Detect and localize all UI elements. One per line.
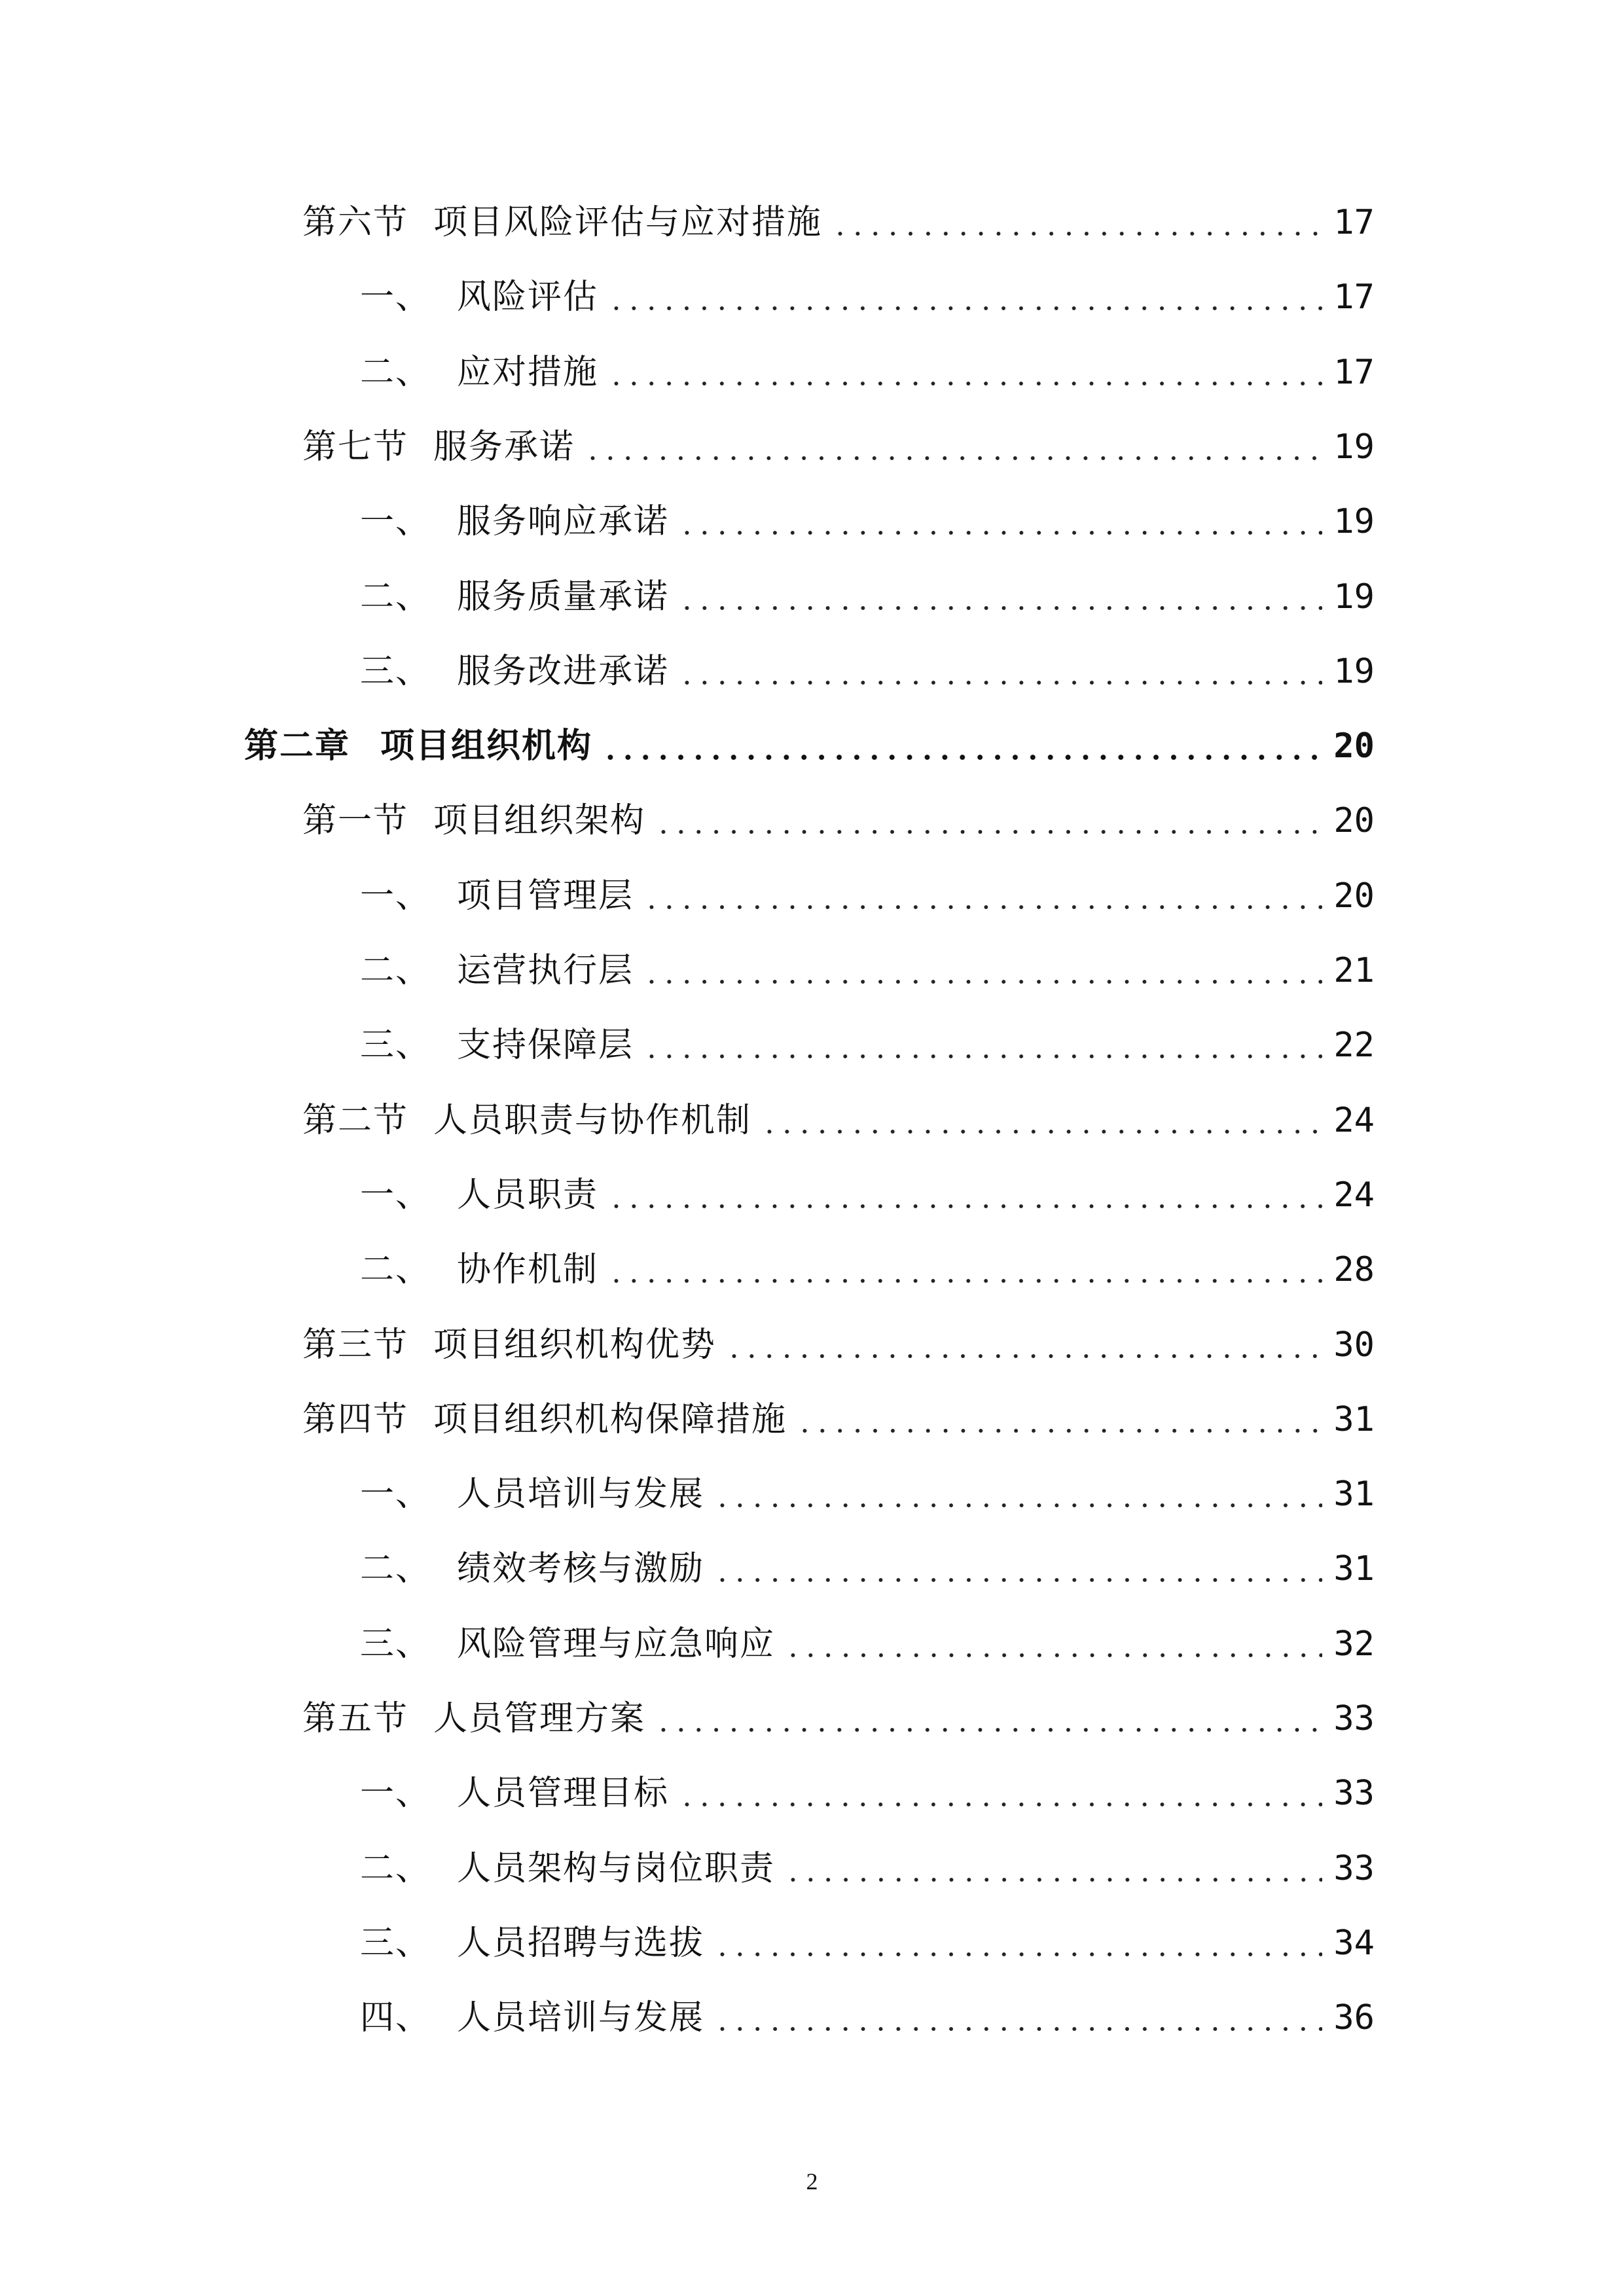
toc-entry-title: 人员管理目标 xyxy=(457,1774,670,1813)
toc-entry-label xyxy=(302,421,575,473)
dot-leader xyxy=(607,382,1322,386)
toc-entry-marker: 二、 xyxy=(360,1849,431,1888)
toc-entry[interactable] xyxy=(302,1094,1375,1147)
toc-entry[interactable] xyxy=(360,1842,1375,1895)
toc-entry-page-number: 17 xyxy=(1333,278,1375,317)
dot-leader xyxy=(678,606,1322,610)
dot-leader xyxy=(761,1130,1322,1134)
toc-entry[interactable] xyxy=(302,1693,1375,1745)
toc-entry-title: 绩效考核与激励 xyxy=(457,1549,705,1588)
toc-entry-marker: 一、 xyxy=(360,876,431,916)
toc-entry-page-number: 31 xyxy=(1333,1549,1375,1588)
toc-entry[interactable] xyxy=(360,1992,1375,2044)
toc-entry-marker: 三、 xyxy=(360,1624,431,1664)
toc-entry[interactable] xyxy=(360,944,1375,997)
toc-entry-page-number: 33 xyxy=(1333,1849,1375,1888)
toc-entry-marker: 二、 xyxy=(360,577,431,617)
dot-leader xyxy=(643,905,1322,909)
toc-entry-marker: 第一节 xyxy=(302,801,409,840)
toc-entry-title: 项目组织架构 xyxy=(433,801,646,840)
toc-entry-page-number: 19 xyxy=(1333,652,1375,691)
toc-entry-title: 风险管理与应急响应 xyxy=(457,1624,776,1664)
dot-leader xyxy=(643,980,1322,984)
toc-entry-label xyxy=(360,1169,598,1221)
toc-entry-page-number: 22 xyxy=(1333,1026,1375,1065)
toc-entry-page-number: 17 xyxy=(1333,203,1375,242)
toc-entry-title: 支持保障层 xyxy=(457,1026,634,1065)
toc-entry[interactable] xyxy=(360,870,1375,922)
dot-leader xyxy=(784,1878,1322,1882)
toc-entry[interactable] xyxy=(360,1169,1375,1221)
dot-leader xyxy=(607,1279,1322,1283)
toc-entry-label xyxy=(302,1693,645,1745)
toc-entry-title: 人员职责 xyxy=(457,1175,599,1215)
toc-entry-page-number: 19 xyxy=(1333,427,1375,467)
toc-entry-title: 服务承诺 xyxy=(433,427,575,467)
toc-entry[interactable] xyxy=(360,1917,1375,1969)
toc-entry[interactable] xyxy=(360,346,1375,399)
toc-entry-label xyxy=(360,1917,704,1969)
toc-entry-title: 项目组织机构 xyxy=(380,726,593,766)
toc-entry-label xyxy=(360,1767,669,1820)
toc-entry-page-number: 17 xyxy=(1333,353,1375,392)
dot-leader xyxy=(725,1354,1322,1358)
toc-entry[interactable] xyxy=(360,645,1375,698)
toc-entry-marker: 二、 xyxy=(360,1549,431,1588)
toc-entry[interactable] xyxy=(360,271,1375,323)
dot-leader xyxy=(655,1728,1322,1732)
toc-entry-label xyxy=(360,1842,775,1895)
toc-entry-page-number: 31 xyxy=(1333,1400,1375,1439)
toc-entry-title: 风险评估 xyxy=(457,278,599,317)
toc-entry-label xyxy=(302,795,645,847)
toc-entry-marker: 二、 xyxy=(360,951,431,990)
dot-leader xyxy=(678,681,1322,685)
toc-entry-marker: 第三节 xyxy=(302,1325,409,1365)
toc-entry-marker: 一、 xyxy=(360,278,431,317)
toc-entry-label xyxy=(360,645,669,698)
toc-entry-marker: 一、 xyxy=(360,1774,431,1813)
toc-entry[interactable] xyxy=(360,1019,1375,1071)
toc-entry-marker: 四、 xyxy=(360,1998,431,2037)
toc-entry-marker: 三、 xyxy=(360,1026,431,1065)
toc-entry-page-number: 36 xyxy=(1333,1998,1375,2037)
toc-entry-title: 人员管理方案 xyxy=(433,1699,646,1738)
toc-entry-page-number: 34 xyxy=(1333,1924,1375,1963)
toc-entry-page-number: 20 xyxy=(1333,876,1375,916)
toc-entry-marker: 一、 xyxy=(360,1475,431,1514)
dot-leader xyxy=(831,232,1322,236)
toc-entry-label xyxy=(360,271,598,323)
toc-entry-marker: 二、 xyxy=(360,353,431,392)
toc-entry[interactable] xyxy=(302,795,1375,847)
toc-entry-marker: 三、 xyxy=(360,652,431,691)
toc-chapter-entry[interactable] xyxy=(244,720,1375,772)
toc-entry-marker: 三、 xyxy=(360,1924,431,1963)
toc-entry-label xyxy=(360,870,634,922)
toc-entry[interactable] xyxy=(302,196,1375,249)
toc-entry-label xyxy=(302,1319,716,1371)
toc-entry-label xyxy=(360,1244,598,1296)
toc-entry-label xyxy=(360,1468,704,1520)
toc-entry-title: 应对措施 xyxy=(457,353,599,392)
toc-entry-title: 项目管理层 xyxy=(457,876,634,916)
dot-leader xyxy=(713,2027,1322,2031)
dot-leader xyxy=(713,1578,1322,1582)
dot-leader xyxy=(655,830,1322,834)
dot-leader xyxy=(713,1503,1322,1507)
dot-leader xyxy=(602,755,1322,760)
toc-entry-title: 项目风险评估与应对措施 xyxy=(433,203,823,242)
toc-entry-label xyxy=(302,1094,751,1147)
toc-entry-label xyxy=(360,1992,704,2044)
dot-leader xyxy=(643,1054,1322,1058)
toc-entry[interactable] xyxy=(360,1543,1375,1595)
toc-entry-label xyxy=(360,571,669,623)
toc-entry[interactable] xyxy=(360,495,1375,548)
toc-entry-page-number: 24 xyxy=(1333,1101,1375,1140)
toc-entry[interactable] xyxy=(302,1393,1375,1446)
toc-entry-page-number: 31 xyxy=(1333,1475,1375,1514)
toc-entry-page-number: 19 xyxy=(1333,577,1375,617)
toc-entry-title: 服务质量承诺 xyxy=(457,577,670,617)
toc-entry[interactable] xyxy=(302,1319,1375,1371)
toc-entry-marker: 第二章 xyxy=(244,726,351,766)
toc-entry-marker: 第二节 xyxy=(302,1101,409,1140)
toc-entry-title: 运营执行层 xyxy=(457,951,634,990)
toc-entry-title: 人员培训与发展 xyxy=(457,1998,705,2037)
toc-entry-title: 人员职责与协作机制 xyxy=(433,1101,752,1140)
toc-entry-page-number: 33 xyxy=(1333,1774,1375,1813)
toc-entry-title: 协作机制 xyxy=(457,1250,599,1289)
toc-entry-title: 服务改进承诺 xyxy=(457,652,670,691)
toc-entry-title: 服务响应承诺 xyxy=(457,502,670,541)
dot-leader xyxy=(678,1803,1322,1806)
toc-entry-label xyxy=(360,1019,634,1071)
page-number: 2 xyxy=(806,2168,818,2195)
toc-entry-title: 人员培训与发展 xyxy=(457,1475,705,1514)
toc-entry-label xyxy=(360,346,598,399)
toc-entry-label xyxy=(360,495,669,548)
toc-entry-page-number: 21 xyxy=(1333,951,1375,990)
toc-entry-page-number: 19 xyxy=(1333,502,1375,541)
toc-entry-page-number: 20 xyxy=(1333,801,1375,840)
toc-entry-label xyxy=(302,1393,787,1446)
toc-entry-page-number: 33 xyxy=(1333,1699,1375,1738)
toc-entry-label xyxy=(244,720,592,772)
dot-leader xyxy=(796,1429,1322,1433)
toc-entry-marker: 第四节 xyxy=(302,1400,409,1439)
toc-entry[interactable] xyxy=(302,421,1375,473)
toc-entry-page-number: 32 xyxy=(1333,1624,1375,1664)
dot-leader xyxy=(784,1653,1322,1657)
toc-entry-label xyxy=(360,1543,704,1595)
toc-entry-marker: 第六节 xyxy=(302,203,409,242)
toc-entry-title: 人员架构与岗位职责 xyxy=(457,1849,776,1888)
toc-entry[interactable] xyxy=(360,571,1375,623)
toc-entry[interactable] xyxy=(360,1244,1375,1296)
toc-entry-title: 人员招聘与选拔 xyxy=(457,1924,705,1963)
toc-entry[interactable] xyxy=(360,1618,1375,1670)
toc-entry-page-number: 20 xyxy=(1333,726,1375,766)
toc-entry-marker: 一、 xyxy=(360,1175,431,1215)
toc-entry-marker: 第五节 xyxy=(302,1699,409,1738)
dot-leader xyxy=(584,456,1322,460)
toc-entry-title: 项目组织机构保障措施 xyxy=(433,1400,787,1439)
toc-entry-title: 项目组织机构优势 xyxy=(433,1325,717,1365)
dot-leader xyxy=(713,1952,1322,1956)
toc-entry-page-number: 28 xyxy=(1333,1250,1375,1289)
toc-entry[interactable] xyxy=(360,1767,1375,1820)
dot-leader xyxy=(607,306,1322,310)
toc-entry-label xyxy=(302,196,822,249)
toc-entry-page-number: 24 xyxy=(1333,1175,1375,1215)
toc-entry-marker: 二、 xyxy=(360,1250,431,1289)
toc-entry-marker: 第七节 xyxy=(302,427,409,467)
toc-entry-marker: 一、 xyxy=(360,502,431,541)
dot-leader xyxy=(678,531,1322,535)
toc-entry-page-number: 30 xyxy=(1333,1325,1375,1365)
toc-entry-label xyxy=(360,944,634,997)
toc-entry-label xyxy=(360,1618,775,1670)
toc-entry[interactable] xyxy=(360,1468,1375,1520)
dot-leader xyxy=(607,1204,1322,1208)
